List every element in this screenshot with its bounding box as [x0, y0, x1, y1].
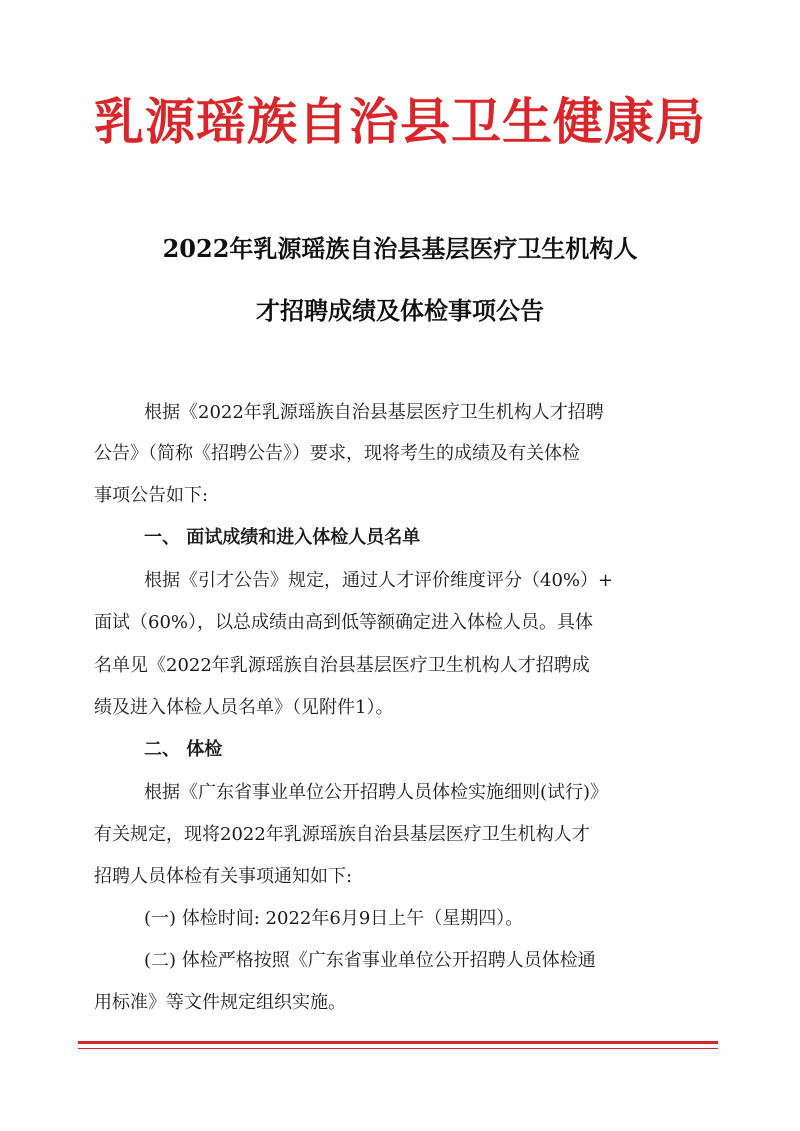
- list-item-exam-time: (一) 体检时间: 2022年6月9日上午（星期四）。: [144, 908, 524, 929]
- letterhead: 乳源瑶族自治县卫生健康局: [94, 92, 706, 151]
- paragraph-exam-line-1: 根据《广东省事业单位公开招聘人员体检实施细则(试行)》: [144, 782, 609, 803]
- paragraph-intro-line-1: 根据《2022年乳源瑶族自治县基层医疗卫生机构人才招聘: [144, 402, 604, 423]
- paragraph-results-line-2: 面试（60%），以总成绩由高到低等额确定进入体检人员。具体: [94, 612, 594, 633]
- section-heading-interview-results: 一、 面试成绩和进入体检人员名单: [144, 527, 421, 548]
- paragraph-intro-line-2: 公告》（简称《招聘公告》）要求，现将考生的成绩及有关体检: [94, 443, 580, 464]
- paragraph-results-line-3: 名单见《2022年乳源瑶族自治县基层医疗卫生机构人才招聘成: [94, 655, 590, 676]
- document-title-line-2: 才招聘成绩及体检事项公告: [256, 296, 544, 325]
- document-title-line-1: 2022年乳源瑶族自治县基层医疗卫生机构人: [162, 234, 638, 263]
- paragraph-intro-line-3: 事项公告如下:: [94, 485, 209, 506]
- footer-rule-thick: [78, 1041, 718, 1044]
- footer-rule-thin: [78, 1048, 718, 1049]
- paragraph-results-line-1: 根据《引才公告》规定，通过人才评价维度评分（40%）+: [144, 570, 614, 591]
- list-item-exam-standard-line-1: (二) 体检严格按照《广东省事业单位公开招聘人员体检通: [144, 950, 596, 971]
- paragraph-exam-line-3: 招聘人员体检有关事项通知如下:: [94, 866, 353, 887]
- paragraph-exam-line-2: 有关规定，现将2022年乳源瑶族自治县基层医疗卫生机构人才: [94, 824, 590, 845]
- list-item-exam-standard-line-2: 用标准》等文件规定组织实施。: [94, 992, 346, 1013]
- paragraph-results-line-4: 绩及进入体检人员名单》（见附件1）。: [94, 697, 394, 718]
- section-heading-medical-exam: 二、 体检: [144, 739, 223, 760]
